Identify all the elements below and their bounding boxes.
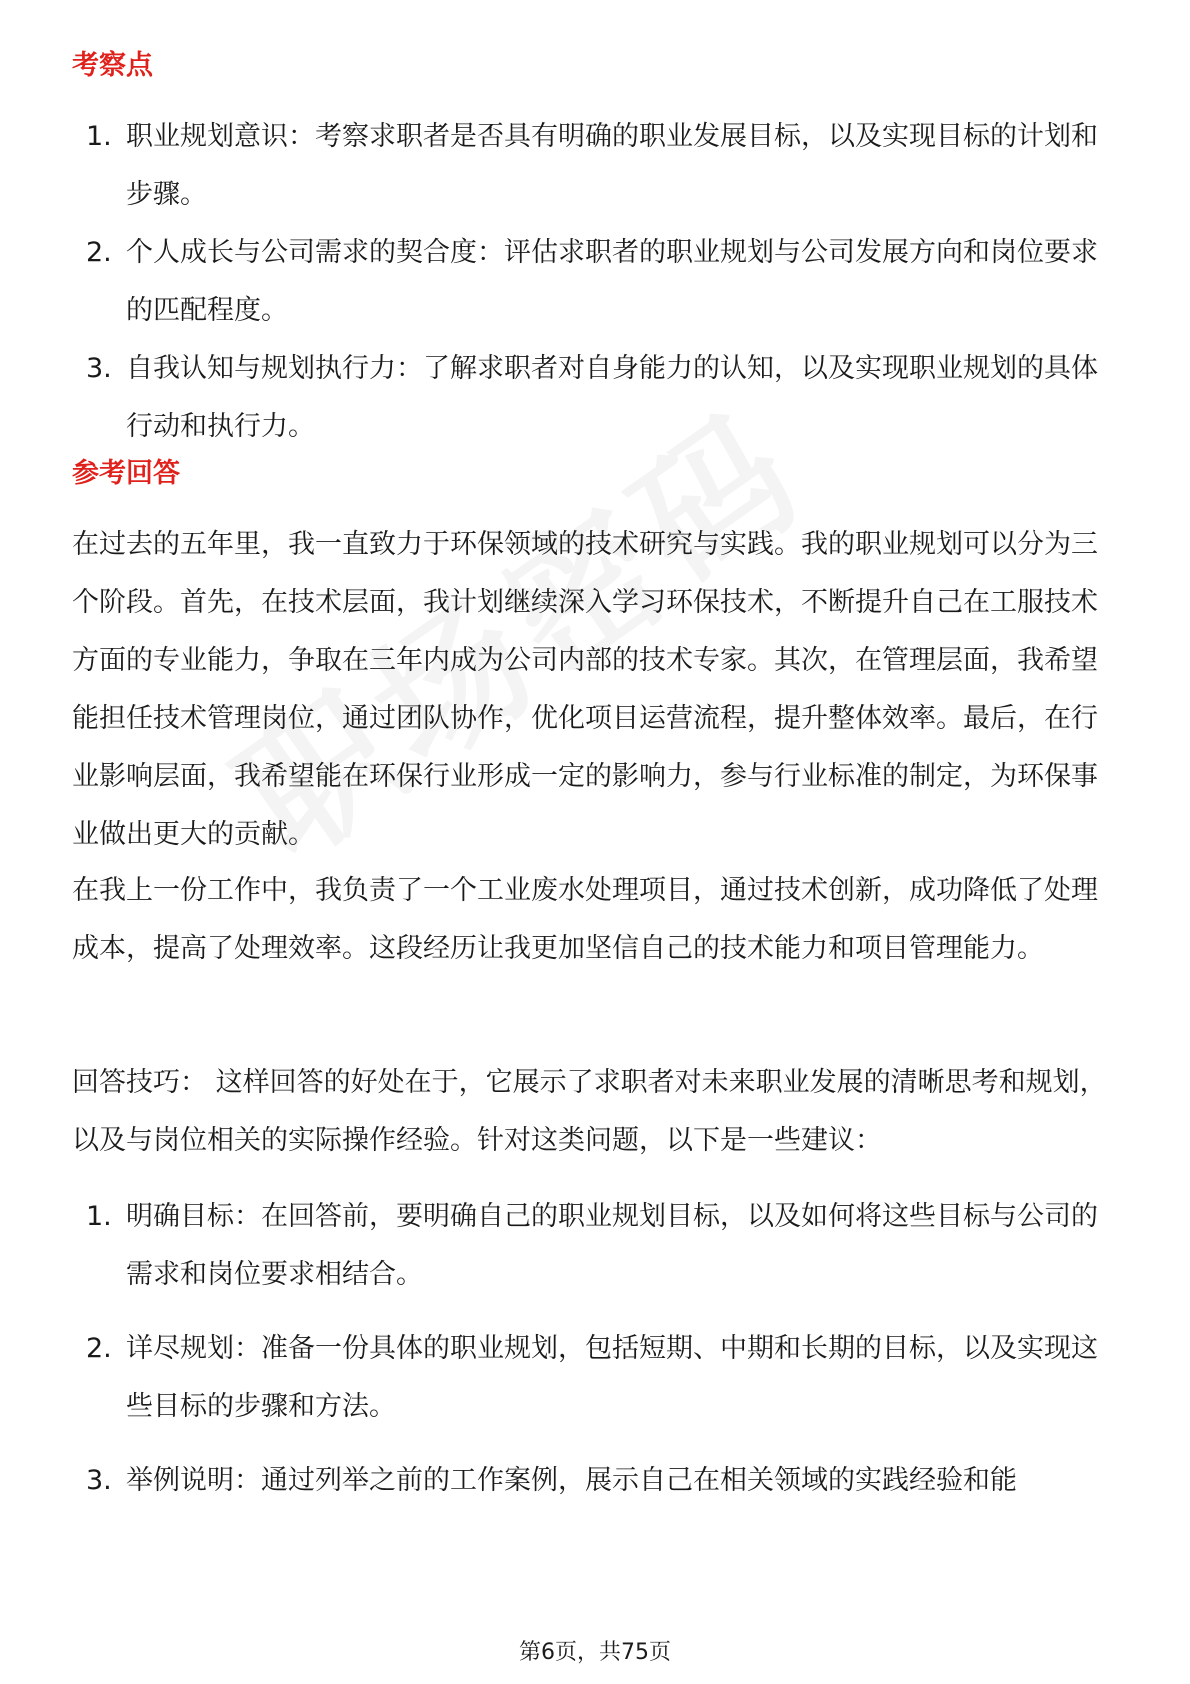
tips-list xyxy=(72,1188,1122,1510)
list-item-text: 自我认知与规划执行力：了解求职者对自身能力的认知，以及实现职业规划的具体行动和执行力。 xyxy=(126,353,1098,442)
list-item xyxy=(72,1320,1122,1436)
answer-tips-paragraph: 回答技巧： 这样回答的好处在于，它展示了求职者对未来职业发展的清晰思考和规划，以及与岗位相关的实际操作经验。针对这类问题，以下是一些建议： xyxy=(72,1067,1107,1156)
list-item-text: 明确目标：在回答前，要明确自己的职业规划目标，以及如何将这些目标与公司的需求和岗位要求相结合。 xyxy=(126,1201,1098,1290)
list-number: 1. xyxy=(86,1201,112,1232)
answer-paragraph: 在我上一份工作中，我负责了一个工业废水处理项目，通过技术创新，成功降低了处理成本，提高了处理效率。这段经历让我更加坚信自己的技术能力和项目管理能力。 xyxy=(72,875,1098,964)
exam-points-list xyxy=(72,108,1122,456)
list-item-text: 职业规划意识：考察求职者是否具有明确的职业发展目标，以及实现目标的计划和步骤。 xyxy=(126,121,1098,210)
answer-paragraph: 在过去的五年里，我一直致力于环保领域的技术研究与实践。我的职业规划可以分为三个阶段。首先，在技术层面，我计划继续深入学习环保技术，不断提升自己在工服技术方面的专业能力，争取在三年内成为公司内部的技术专家。其次，在管理层面，我希望能担任技术管理岗位，通过团队协作，优化项目运营流程，提升整体效率。最后，在行业影响层面，我希望能在环保行业形成一定的影响力，参与行业标准的制定，为环保事业做出更大的贡献。 xyxy=(72,529,1098,850)
list-item-text: 个人成长与公司需求的契合度：评估求职者的职业规划与公司发展方向和岗位要求的匹配程度。 xyxy=(126,237,1098,326)
page-number-footer: 第6页，共75页 xyxy=(519,1640,671,1665)
section-heading-exam-points: 考察点 xyxy=(72,50,153,81)
list-item xyxy=(72,108,1122,224)
list-number: 2. xyxy=(86,1333,112,1364)
list-item-text: 详尽规划：准备一份具体的职业规划，包括短期、中期和长期的目标，以及实现这些目标的步骤和方法。 xyxy=(126,1333,1098,1422)
section-heading-reference-answer: 参考回答 xyxy=(72,458,180,489)
list-number: 3. xyxy=(86,1465,112,1496)
list-item xyxy=(72,1452,1122,1510)
list-item xyxy=(72,340,1122,456)
list-item xyxy=(72,224,1122,340)
list-number: 3. xyxy=(86,353,112,384)
list-item xyxy=(72,1188,1122,1304)
list-number: 1. xyxy=(86,121,112,152)
list-item-text: 举例说明：通过列举之前的工作案例，展示自己在相关领域的实践经验和能 xyxy=(126,1465,1017,1496)
list-number: 2. xyxy=(86,237,112,268)
